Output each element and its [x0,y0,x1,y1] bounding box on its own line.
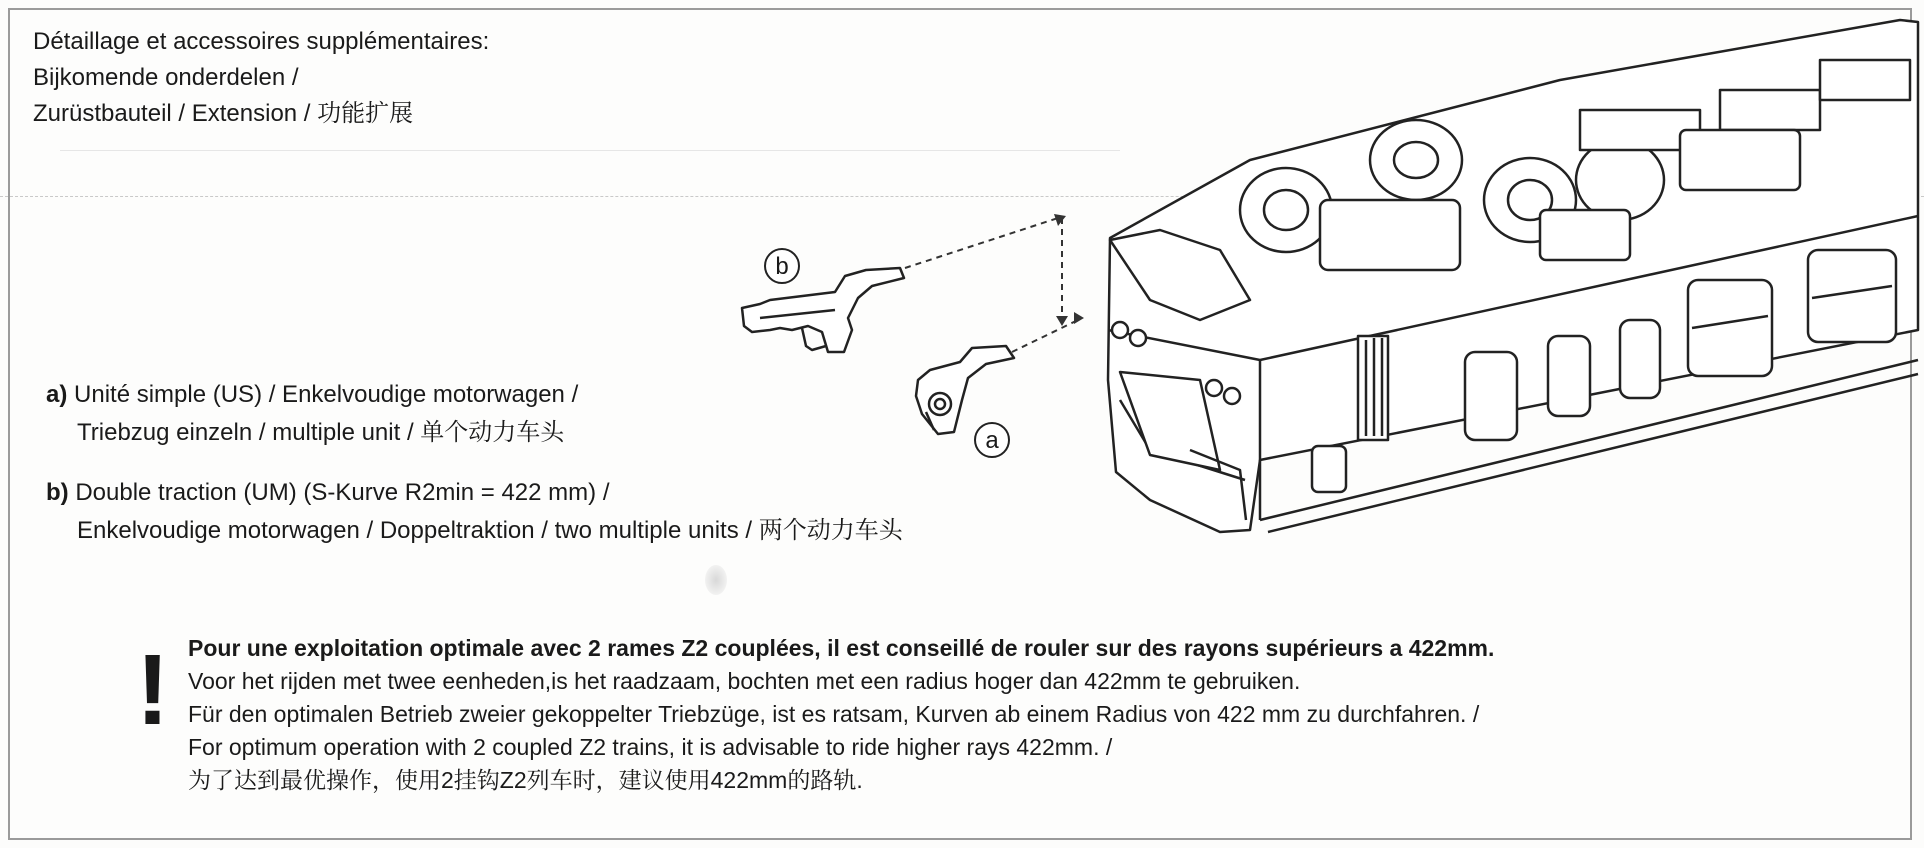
option-a-line-1 [46,376,578,414]
option-b [46,474,903,550]
warning-en: For optimum operation with 2 coupled Z2 trains, it is advisable to ride higher rays 422mm. / [188,734,1113,760]
option-a-text-1: Unité simple (US) / Enkelvoudige motorwagen / [74,381,579,408]
warning-zh: 为了达到最优操作，使用2挂钩Z2列车时，建议使用422mm的路轨. [188,767,863,793]
option-b-line-2: Enkelvoudige motorwagen / Doppeltraktion / two multiple units / 两个动力车头 [77,517,903,544]
warning-nl: Voor het rijden met twee eenheden,is het raadzaam, bochten met een radius hoger dan 422mm te gebruiken. [188,668,1301,694]
option-a-label: a) [46,381,68,408]
callout-a: a [974,422,1010,458]
header-line-2: Bijkomende onderdelen / [33,64,299,91]
coupler-b-icon [742,268,904,352]
callout-b: b [764,248,800,284]
smudge [705,565,727,595]
warning-fr: Pour une exploitation optimale avec 2 rames Z2 couplées, il est conseillé de rouler sur des rayons supérieurs a 422mm. [188,635,1495,661]
option-a-line-2: Triebzug einzeln / multiple unit / 单个动力车头 [77,419,565,446]
option-b-label: b) [46,479,69,506]
option-b-text-1: Double traction (UM) (S-Kurve R2min = 422 mm) / [75,479,610,506]
header-line-3: Zurüstbauteil / Extension / 功能扩展 [33,100,414,127]
warning-de: Für den optimalen Betrieb zweier gekoppelter Triebzüge, ist es ratsam, Kurven ab einem Radius von 422 mm zu durchfahren. / [188,701,1480,727]
warning-block [188,632,1494,797]
option-b-line-1 [46,474,903,512]
coupler-a-icon [916,346,1014,434]
train-underside-icon [1108,20,1918,532]
header-line-1: Détaillage et accessoires supplémentaires: [33,28,490,55]
warning-icon: ! [136,634,170,746]
option-a [46,376,578,452]
